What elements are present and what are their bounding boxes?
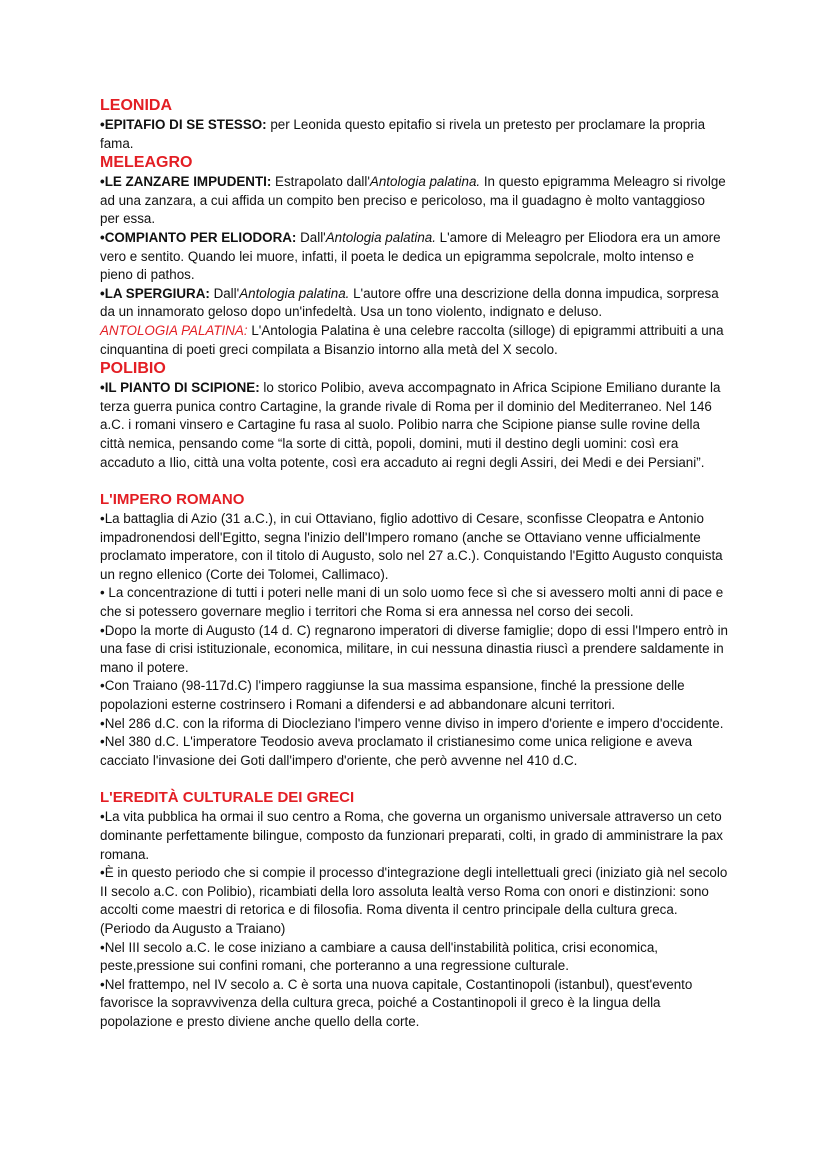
label-zanzare: •LE ZANZARE IMPUDENTI:: [100, 174, 272, 190]
text-spergiura-a: Dall': [209, 285, 240, 301]
label-eliodora: •COMPIANTO PER ELIODORA:: [100, 229, 297, 245]
paragraph-diocleziano: •Nel 286 d.C. con la riforma di Diocleziano l'impero venne diviso in impero d'oriente e impero d'occidente.: [100, 715, 724, 731]
text-eliodora-b: L'amore di Meleagro per Eliodora era un amore vero e sentito. Quando lei muore, infatti, il poeta le dedica un epigramma sepolcrale, molto intenso e pieno di pathos.: [100, 229, 721, 283]
label-scipione: •IL PIANTO DI SCIPIONE:: [100, 380, 260, 396]
heading-polibio: POLIBIO: [100, 360, 166, 378]
paragraph-antologia: [100, 322, 728, 359]
paragraph-integrazione: •È in questo periodo che si compie il processo d'integrazione degli intellettuali greci (iniziato già nel secolo II secolo a.C. con Polibio), ricambiati della loro assoluta lealtà verso Roma con onori e distinzioni: sono accolti come maestri di retorica e di filosofia. Roma diventa il centro principale della cultura greca. (Periodo da Augusto a Traiano): [100, 865, 728, 936]
text-eliodora-a: Dall': [296, 229, 326, 245]
heading-leonida: LEONIDA: [100, 97, 172, 114]
text-zanzare-italic: Antologia palatina.: [369, 174, 481, 190]
paragraph-zanzare: [100, 173, 728, 229]
heading-impero-romano: L'IMPERO ROMANO: [100, 491, 245, 509]
paragraph-spergiura: [100, 285, 728, 322]
label-antologia: ANTOLOGIA PALATINA:: [100, 322, 248, 338]
paragraph-eliodora: [100, 229, 728, 285]
text-spergiura-italic: Antologia palatina.: [239, 285, 350, 301]
text-spergiura-b: L'autore offre una descrizione della donna impudica, sorpresa da un innamorato geloso dopo un'infedeltà. Usa un tono violento, indignato e deluso.: [100, 285, 719, 320]
text-epitafio: per Leonida questo epitafio si rivela un pretesto per proclamare la propria fama.: [100, 117, 706, 151]
text-antologia: L'Antologia Palatina è una celebre raccolta (silloge) di epigrammi attribuiti a una cinquantina di poeti greci compilata a Bisanzio intorno alla metà del X secolo.: [100, 322, 724, 357]
paragraph-terzo-secolo: •Nel III secolo a.C. le cose iniziano a cambiare a causa dell'instabilità politica, crisi economica, peste,pressione sui confini romani, che porteranno a una regressione culturale.: [100, 939, 659, 974]
text-eliodora-italic: Antologia palatina.: [325, 229, 436, 245]
heading-eredita-culturale: L'EREDITÀ CULTURALE DEI GRECI: [100, 789, 355, 807]
paragraph-vita-pubblica: •La vita pubblica ha ormai il suo centro a Roma, che governa un organismo universale attraverso un ceto dominante perfettamente bilingue, composto da funzionari preparati, colti, in grado di amministrare la pax romana.: [100, 809, 724, 862]
label-epitafio: •EPITAFIO DI SE STESSO:: [100, 117, 267, 132]
paragraph-scipione: [100, 379, 728, 472]
text-zanzare-b: In questo epigramma Meleagro si rivolge ad una zanzara, a cui affida un compito ben preciso e pericoloso, ma il guadagno è molto vantaggioso per essa.: [100, 174, 726, 227]
paragraph-poteri: • La concentrazione di tutti i poteri nelle mani di un solo uomo fece sì che si avessero molti anni di pace e che si potessero governare meglio i territori che Roma si era annessa nel corso dei secoli.: [100, 585, 724, 620]
paragraph-epitafio: [100, 116, 728, 153]
paragraph-azio: •La battaglia di Azio (31 a.C.), in cui Ottaviano, figlio adottivo di Cesare, sconfisse Cleopatra e Antonio impadronendosi dell'Egitto, segna l'inizio dell'Impero romano (anche se Ottaviano venne ufficialmente proclamato imperatore, con il titolo di Augusto, solo nel 27 a.C.). Conquistando l'Egitto Augusto conquista un regno ellenico (Corte dei Tolomei, Callimaco).: [100, 511, 723, 582]
label-spergiura: •LA SPERGIURA:: [100, 285, 210, 301]
heading-meleagro: MELEAGRO: [100, 154, 193, 172]
text-scipione: lo storico Polibio, aveva accompagnato in Africa Scipione Emiliano durante la terza guerra punica contro Cartagine, la grande rivale di Roma per il dominio del Mediterraneo. Nel 146 a.C. i romani vinsero e Cartagine fu rasa al suolo. Polibio narra che Scipione pianse sulle rovine della città nemica, pensando come “la sorte di città, popoli, domini, muti il destino degli uomini: così era accaduto a Ilio, città una volta potente, così era accaduto ai regni degli Assiri, dei Medi e dei Persiani”.: [100, 380, 721, 470]
paragraph-traiano: •Con Traiano (98-117d.C) l'impero raggiunse la sua massima espansione, finché la pressione delle popolazioni esterne costrinsero i Romani a difendersi e ad abbandonare alcuni territori.: [100, 678, 685, 713]
paragraph-costantinopoli: •Nel frattempo, nel IV secolo a. C è sorta una nuova capitale, Costantinopoli (istanbul), quest'evento favorisce la sopravvivenza della cultura greca, poiché a Costantinopoli il greco è la lingua della popolazione e presto diviene anche quello della corte.: [100, 976, 693, 1029]
paragraph-augusto: •Dopo la morte di Augusto (14 d. C) regnarono imperatori di diverse famiglie; dopo di essi l'Impero entrò in una fase di crisi istituzionale, economica, militare, in cui nessuna dinastia riuscì a prendere saldamente in mano il potere.: [100, 622, 728, 675]
paragraph-teodosio: •Nel 380 d.C. L'imperatore Teodosio aveva proclamato il cristianesimo come unica religione e aveva cacciato l'invasione dei Goti dall'impero d'oriente, che però avvenne nel 410 d.C.: [100, 734, 693, 768]
text-zanzare-a: Estrapolato dall': [271, 174, 370, 190]
